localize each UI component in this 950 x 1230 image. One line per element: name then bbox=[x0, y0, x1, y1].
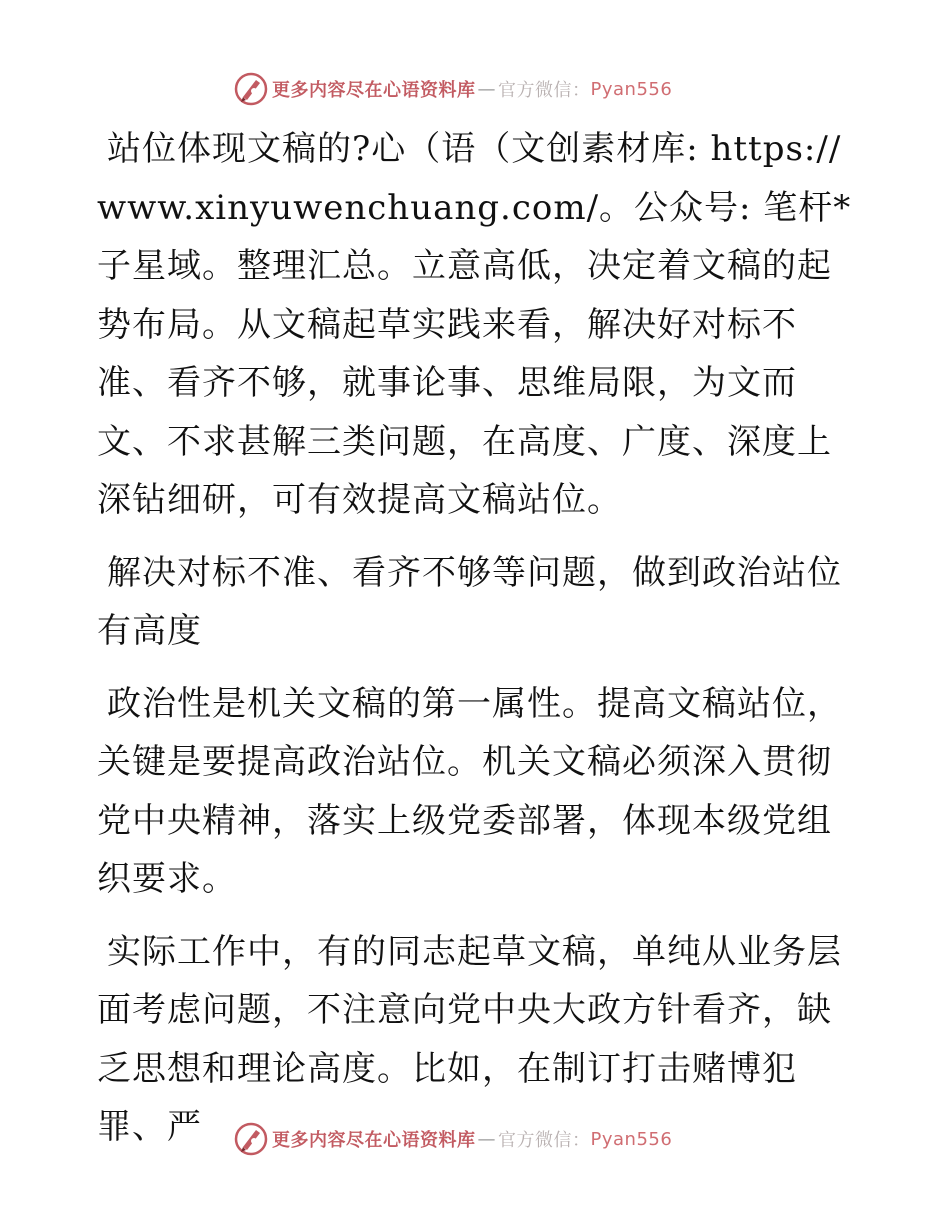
paragraph-political: 政治性是机关文稿的第一属性。提高文稿站位，关键是要提高政治站位。机关文稿必须深入贯彻党中央精神，落实上级党委部署，体现本级党组织要求。 bbox=[97, 683, 842, 899]
banner-main-text: 更多内容尽在心语资料库 bbox=[272, 80, 476, 101]
pen-logo-icon bbox=[234, 1122, 268, 1156]
header-banner bbox=[234, 72, 714, 106]
banner-wechat-id: Pyan556 bbox=[590, 78, 673, 100]
banner-separator: — bbox=[477, 1128, 496, 1150]
banner-wechat-label: 官方微信： bbox=[498, 1130, 591, 1151]
footer-banner bbox=[234, 1122, 714, 1156]
paragraph-practice: 实际工作中，有的同志起草文稿，单纯从业务层面考虑问题，不注意向党中央大政方针看齐，缺乏思想和理论高度。比如，在制订打击赌博犯罪、严 bbox=[97, 931, 842, 1147]
banner-main-text: 更多内容尽在心语资料库 bbox=[272, 1130, 476, 1151]
paragraph-intro: 站位体现文稿的?心（语（文创素材库: https://www.xinyuwenchuang.com/。公众号: 笔杆*子星域。整理汇总。立意高低，决定着文稿的起势布局。从文稿起草实践来看，解决好对标不准、看齐不够，就事论事、思维局限，为文而文、不求甚解三类问题，在高度、广度、深度上深钻细研，可有效提高文稿站位。 bbox=[97, 129, 852, 520]
document-body bbox=[97, 120, 857, 1171]
banner-wechat-label: 官方微信： bbox=[498, 80, 591, 101]
section-heading: 解决对标不准、看齐不够等问题，做到政治站位有高度 bbox=[97, 552, 842, 651]
banner-separator: — bbox=[477, 78, 496, 100]
pen-logo-icon bbox=[234, 72, 268, 106]
banner-wechat-id: Pyan556 bbox=[590, 1128, 673, 1150]
